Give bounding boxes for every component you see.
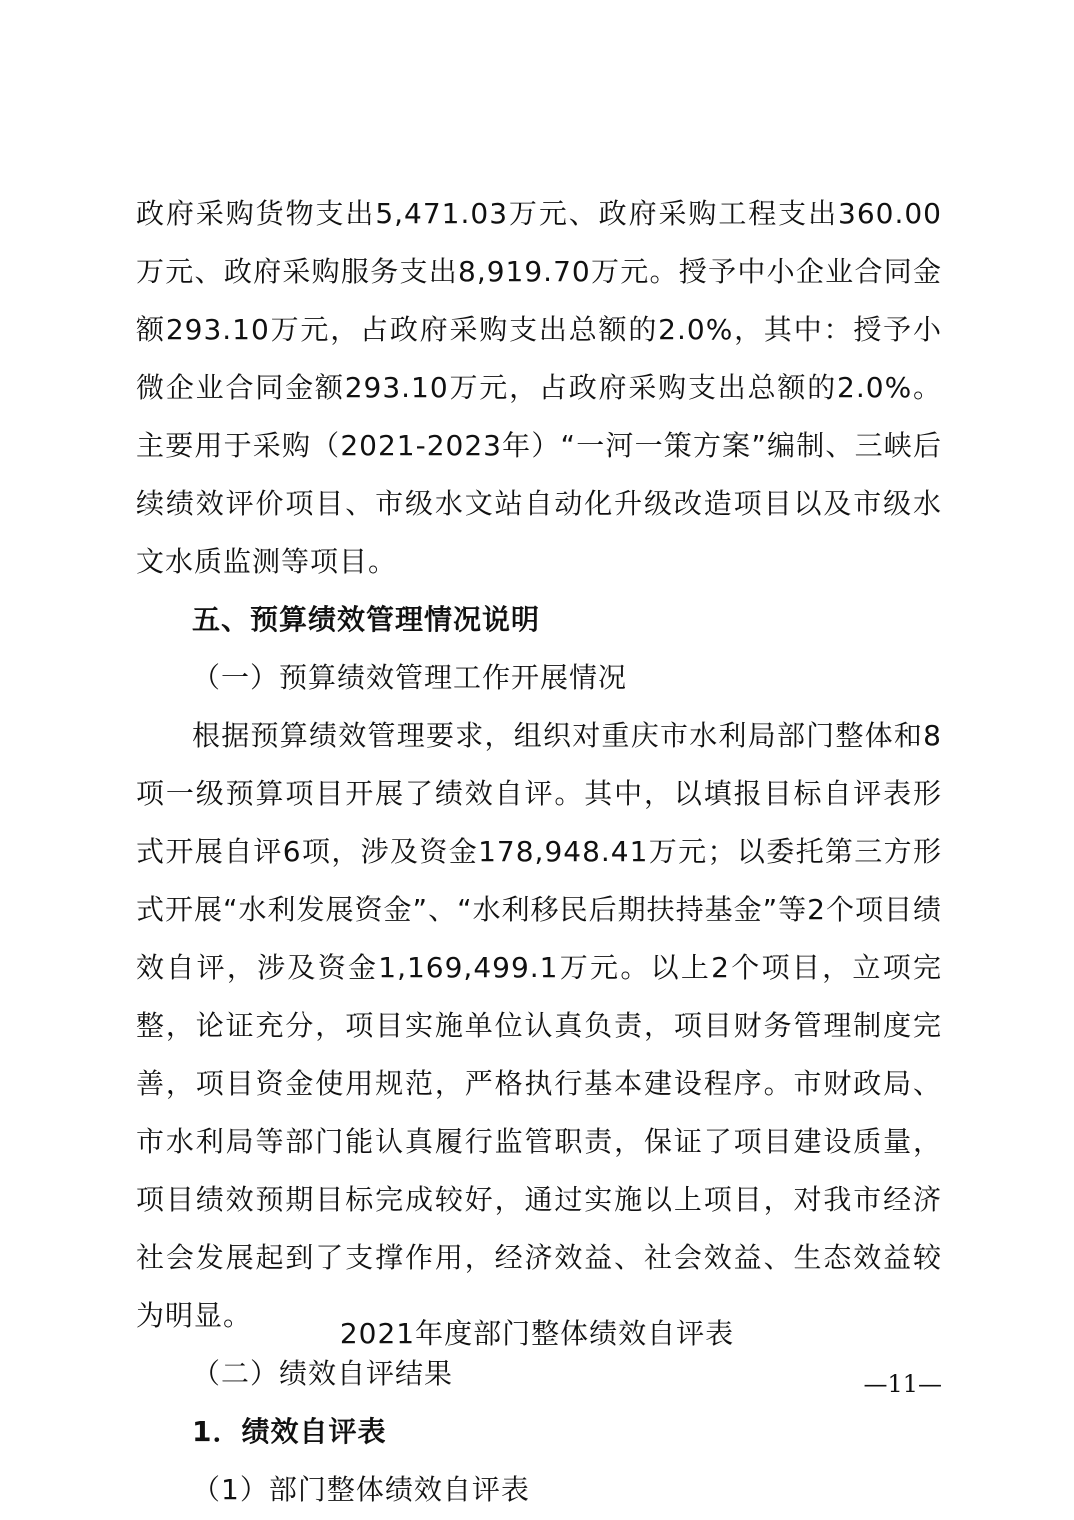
subsection-heading-2: （二）绩效自评结果 (192, 1357, 454, 1390)
list-subitem-1: （1）部门整体绩效自评表 (192, 1473, 530, 1506)
subsection-heading-1: （一）预算绩效管理工作开展情况 (192, 661, 628, 694)
page-number: —11— (863, 1370, 942, 1398)
section-heading-5: 五、预算绩效管理情况说明 (192, 603, 541, 636)
paragraph-procurement: 政府采购货物支出5,471.03万元、政府采购工程支出360.00万元、政府采购服务支出8,919.70万元。授予中小企业合同金额293.10万元，占政府采购支出总额的2.0%，其中：授予小微企业合同金额293.10万元，占政府采购支出总额的2.0%。主要用于采购（2021-2023年）“一河一策方案”编制、三峡后续绩效评价项目、市级水文站自动化升级改造项目以及市级水文水质监测等项目。 (136, 197, 942, 578)
list-heading-1: 1．绩效自评表 (192, 1415, 387, 1448)
paragraph-performance: 根据预算绩效管理要求，组织对重庆市水利局部门整体和8项一级预算项目开展了绩效自评。其中，以填报目标自评表形式开展自评6项，涉及资金178,948.41万元；以委托第三方形式开展“水利发展资金”、“水利移民后期扶持基金”等2个项目绩效自评，涉及资金1,169,499.1万元。以上2个项目，立项完整，论证充分，项目实施单位认真负责，项目财务管理制度完善，项目资金使用规范，严格执行基本建设程序。市财政局、市水利局等部门能认真履行监管职责，保证了项目建设质量，项目绩效预期目标完成较好，通过实施以上项目，对我市经济社会发展起到了支撑作用，经济效益、社会效益、生态效益较为明显。 (136, 719, 942, 1332)
table-title: 2021年度部门整体绩效自评表 (339, 1317, 735, 1350)
